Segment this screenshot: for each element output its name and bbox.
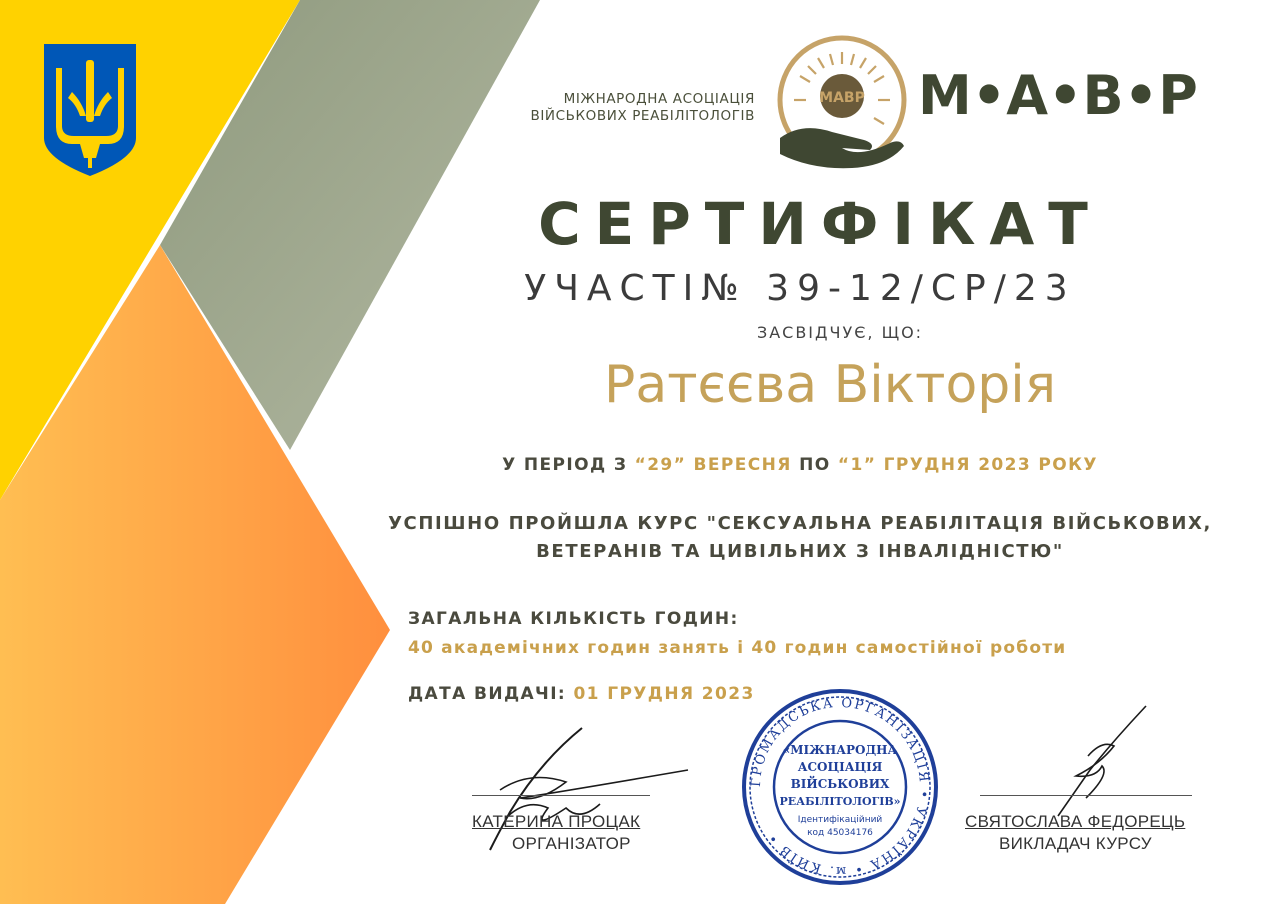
left-signer-name: КАТЕРИНА ПРОЦАК (472, 812, 641, 831)
hours-value: 40 академічних годин занять і 40 годин самостійної роботи (408, 638, 1067, 658)
stamp-line3: ВІЙСЬКОВИХ (790, 777, 890, 791)
org-name (470, 91, 755, 125)
svg-text:МАВР: МАВР (819, 90, 865, 106)
right-signature-icon (1040, 700, 1180, 820)
period-prefix: У ПЕРІОД З (502, 455, 635, 475)
stamp-line4: РЕАБІЛІТОЛОГІВ» (779, 795, 901, 808)
brand-wordmark: М•А•В•Р (918, 64, 1198, 127)
recipient-name: Ратєєва Вікторія (603, 355, 1056, 415)
ukraine-trident-icon (42, 42, 138, 178)
period-middle: ПО (791, 455, 838, 475)
right-signer-name: СВЯТОСЛАВА ФЕДОРЕЦЬ (965, 812, 1186, 831)
stamp-line1: «МІЖНАРОДНА (782, 743, 898, 757)
issue-date (408, 684, 755, 704)
org-name-line2: ВІЙСЬКОВИХ РЕАБІЛІТОЛОГІВ (530, 108, 755, 124)
course-line2: ВЕТЕРАНІВ ТА ЦИВІЛЬНИХ З ІНВАЛІДНІСТЮ" (536, 541, 1064, 562)
certifies-text: ЗАСВІДЧУЄ, ЩО: (756, 323, 924, 342)
issue-label: ДАТА ВИДАЧІ: (408, 684, 574, 704)
organization-stamp (740, 688, 940, 886)
period-text (380, 455, 1220, 475)
stamp-line2: АСОЦІАЦІЯ (797, 760, 883, 774)
certificate-number: УЧАСТІ№ 39-12/СР/23 (524, 268, 1076, 309)
period-start: “29” ВЕРЕСНЯ (634, 455, 792, 475)
period-end: “1” ГРУДНЯ 2023 РОКУ (837, 455, 1098, 475)
mavr-emblem-logo (772, 34, 912, 172)
stamp-ring-text: ГРОМАДСЬКА ОРГАНІЗАЦІЯ • УКРАЇНА • м. КИЇВ • (748, 695, 932, 879)
stamp-id-label: Ідентифікаційний (797, 815, 883, 825)
right-signature-line (980, 795, 1192, 796)
left-signature-line (472, 795, 650, 796)
certificate-title: СЕРТИФІКАТ (538, 190, 1102, 258)
hours-label: ЗАГАЛЬНА КІЛЬКІСТЬ ГОДИН: (408, 609, 739, 629)
left-signer-role: ОРГАНІЗАТОР (512, 834, 631, 853)
right-signer-role: ВИКЛАДАЧ КУРСУ (999, 834, 1152, 853)
stamp-id-code: код 45034176 (807, 828, 873, 838)
org-name-line1: МІЖНАРОДНА АСОЦІАЦІЯ (563, 91, 755, 107)
course-line1: УСПІШНО ПРОЙШЛА КУРС "СЕКСУАЛЬНА РЕАБІЛІТАЦІЯ ВІЙСЬКОВИХ, (388, 513, 1212, 534)
issue-date-value: 01 ГРУДНЯ 2023 (573, 684, 755, 704)
course-text (360, 510, 1240, 566)
